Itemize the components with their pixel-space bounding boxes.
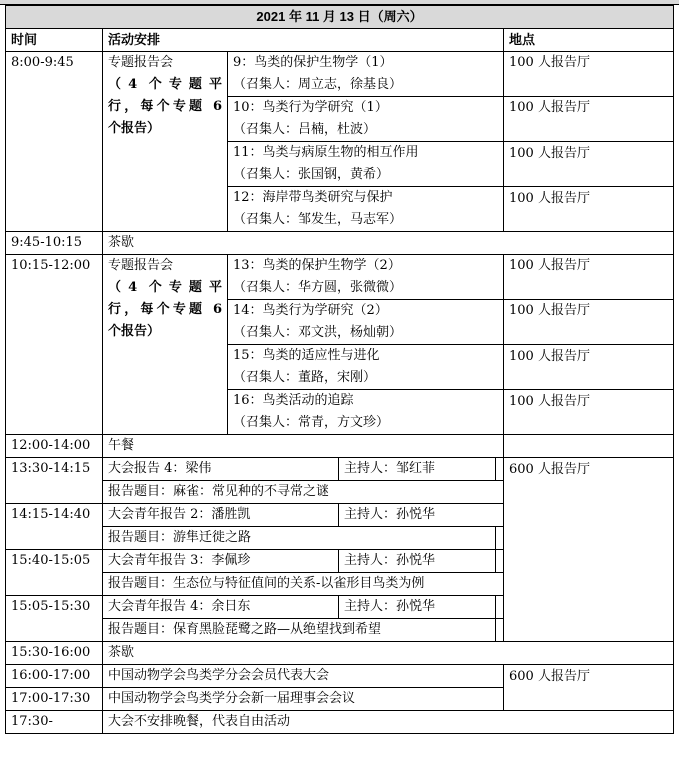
lunch-time: 12:00-14:00 — [6, 435, 103, 458]
topic-location: 100 人报告厅 — [504, 345, 674, 390]
topic-location: 100 人报告厅 — [504, 52, 674, 97]
topic-title: 14：鸟类行为学研究（2） — [233, 303, 388, 318]
topic-title: 9：鸟类的保护生物学（1） — [233, 55, 393, 70]
topic-cell — [228, 142, 504, 187]
meeting-time: 16:00-17:00 — [6, 665, 103, 688]
talk-speaker: 大会青年报告 4：余日东 — [103, 596, 339, 619]
date-header: 2021 年 11 月 13 日（周六） — [6, 6, 674, 29]
lunch-row — [6, 435, 674, 458]
col-activity-header: 活动安排 — [103, 29, 504, 52]
lunch-label: 午餐 — [103, 435, 504, 458]
talk-speaker: 大会青年报告 2：潘胜凯 — [103, 504, 339, 527]
topic-location: 100 人报告厅 — [504, 97, 674, 142]
topic-cell — [228, 52, 504, 97]
meeting-time: 17:00-17:30 — [6, 688, 103, 711]
evening-label: 大会不安排晚餐，代表自由活动 — [103, 711, 674, 734]
topic-conveners: （召集人：邓文洪，杨灿朝） — [233, 325, 403, 340]
topic-cell — [228, 345, 504, 390]
session-a-info — [103, 52, 228, 232]
topic-location: 100 人报告厅 — [504, 255, 674, 300]
topic-conveners: （召集人：吕楠，杜波） — [233, 122, 377, 137]
topic-cell — [228, 255, 504, 300]
topic-title: 16：鸟类活动的追踪 — [233, 393, 354, 408]
talk-spacer — [496, 619, 504, 642]
col-location-header: 地点 — [504, 29, 674, 52]
talk-host: 主持人：孙悦华 — [339, 550, 496, 573]
plenary-location: 600 人报告厅 — [504, 458, 674, 642]
session-a-title: 专题报告会 — [108, 55, 174, 70]
topic-conveners: （召集人：华方圆，张微微） — [233, 280, 403, 295]
topic-cell — [228, 187, 504, 232]
break-1-time: 9:45-10:15 — [6, 232, 103, 255]
date-header-row — [6, 6, 674, 29]
meeting-label: 中国动物学会鸟类学分会新一届理事会会议 — [103, 688, 504, 711]
talk-time: 15:05-15:30 — [6, 596, 103, 642]
topic-conveners: （召集人：邹发生，马志军） — [233, 212, 403, 227]
talk-topic: 报告题目：保育黑脸琵鹭之路—从绝望找到希望 — [103, 619, 496, 642]
lunch-location-empty — [504, 435, 674, 458]
session-b-note-1: （4 个专题平 — [108, 280, 222, 295]
talk-host: 主持人：孙悦华 — [339, 504, 504, 527]
talk-topic: 报告题目：麻雀：常见种的不寻常之谜 — [103, 481, 504, 504]
col-time-header: 时间 — [6, 29, 103, 52]
session-a-note-2: 行，每个专题 6 — [108, 99, 222, 114]
topic-conveners: （召集人：董路，宋刚） — [233, 370, 377, 385]
session-b-note-3: 个报告） — [108, 324, 161, 339]
meeting-label: 中国动物学会鸟类学分会会员代表大会 — [103, 665, 504, 688]
talk-spacer — [496, 596, 504, 619]
talk-speaker: 大会青年报告 3：李佩珍 — [103, 550, 339, 573]
evening-time: 17:30- — [6, 711, 103, 734]
session-b-info — [103, 255, 228, 435]
column-header-row — [6, 29, 674, 52]
session-b-note-2: 行，每个专题 6 — [108, 302, 222, 317]
talk-host: 主持人：邹红菲 — [339, 458, 496, 481]
talk-host: 主持人：孙悦华 — [339, 596, 496, 619]
topic-conveners: （召集人：周立志，徐基良） — [233, 77, 403, 92]
talk-spacer — [496, 458, 504, 481]
topic-cell — [228, 390, 504, 435]
break-1-label: 茶歇 — [103, 232, 674, 255]
talk-topic: 报告题目：游隼迁徙之路 — [103, 527, 496, 550]
topic-location: 100 人报告厅 — [504, 300, 674, 345]
session-a-note-1: （4 个专题平 — [108, 77, 222, 92]
topic-title: 15：鸟类的适应性与进化 — [233, 348, 380, 363]
schedule-table — [5, 5, 674, 734]
session-a-time: 8:00-9:45 — [6, 52, 103, 232]
break-2-time: 15:30-16:00 — [6, 642, 103, 665]
break-2-row — [6, 642, 674, 665]
meeting-row — [6, 665, 674, 688]
talk-time: 14:15-14:40 — [6, 504, 103, 550]
topic-location: 100 人报告厅 — [504, 187, 674, 232]
topic-location: 100 人报告厅 — [504, 142, 674, 187]
topic-title: 12：海岸带鸟类研究与保护 — [233, 190, 393, 205]
session-a-note-3: 个报告） — [108, 121, 161, 136]
topic-location: 100 人报告厅 — [504, 390, 674, 435]
talk-topic: 报告题目：生态位与特征值间的关系-以雀形目鸟类为例 — [103, 573, 504, 596]
talk-spacer — [496, 550, 504, 573]
topic-cell — [228, 300, 504, 345]
talk-time: 15:40-15:05 — [6, 550, 103, 596]
topic-title: 10：鸟类行为学研究（1） — [233, 100, 388, 115]
talk-time: 13:30-14:15 — [6, 458, 103, 504]
meetings-location: 600 人报告厅 — [504, 665, 674, 711]
evening-row — [6, 711, 674, 734]
session-b-time: 10:15-12:00 — [6, 255, 103, 435]
break-2-label: 茶歇 — [103, 642, 674, 665]
talk-spacer — [496, 527, 504, 550]
plenary-row — [6, 458, 674, 481]
talk-speaker: 大会报告 4：梁伟 — [103, 458, 339, 481]
topic-title: 13：鸟类的保护生物学（2） — [233, 258, 401, 273]
topic-conveners: （召集人：常青，方文珍） — [233, 415, 390, 430]
topic-title: 11：鸟类与病原生物的相互作用 — [233, 145, 419, 160]
break-1-row — [6, 232, 674, 255]
session-b-title: 专题报告会 — [108, 258, 174, 273]
topic-cell — [228, 97, 504, 142]
topic-conveners: （召集人：张国钢，黄希） — [233, 167, 390, 182]
